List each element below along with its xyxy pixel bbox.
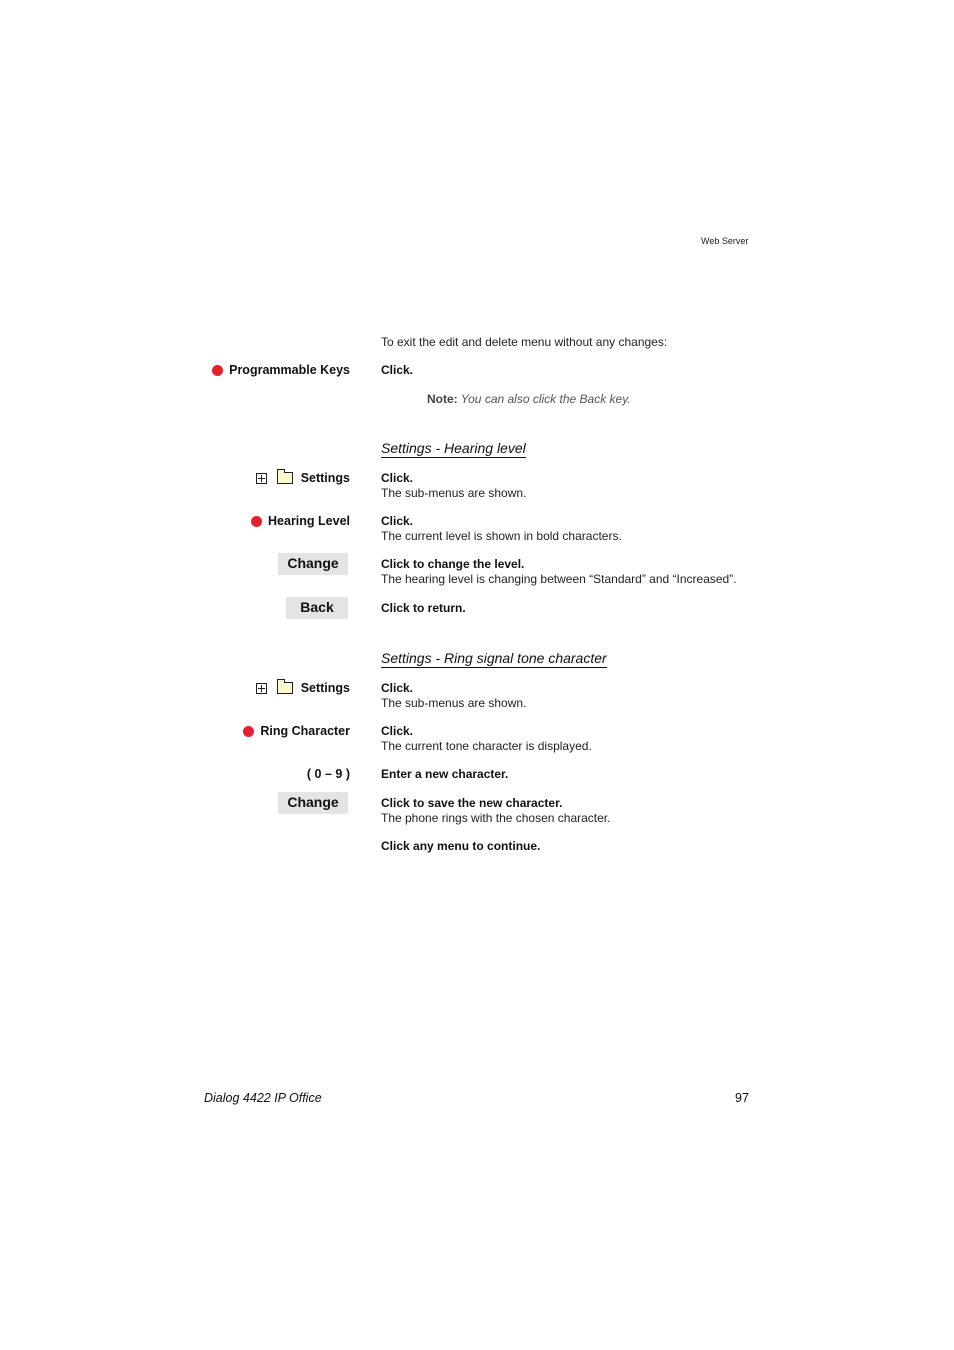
programmable-keys-action: Click. [381, 363, 414, 377]
hearing-section-title: Settings - Hearing level [381, 440, 526, 456]
ring-change-action: Click to save the new character. [381, 796, 563, 810]
hearing-change-desc: The hearing level is changing between “Standard” and “Increased”. [381, 572, 737, 586]
red-dot-icon [212, 365, 223, 376]
red-dot-icon [251, 516, 262, 527]
change-button[interactable]: Change [278, 553, 348, 575]
hearing-settings-item[interactable] [256, 471, 350, 485]
hearing-settings-instruction [381, 471, 526, 501]
hearing-level-action: Click. [381, 514, 414, 528]
hearing-level-instruction [381, 514, 622, 544]
expand-plus-icon[interactable] [256, 473, 267, 484]
note-text: You can also click the Back key. [457, 392, 631, 406]
back-button[interactable]: Back [286, 597, 348, 619]
ring-character-desc: The current tone character is displayed. [381, 739, 592, 753]
intro-text: To exit the edit and delete menu without any changes: [381, 335, 668, 349]
expand-plus-icon[interactable] [256, 683, 267, 694]
ring-character-instruction [381, 724, 592, 754]
ring-character-action: Click. [381, 724, 414, 738]
hearing-level-desc: The current level is shown in bold characters. [381, 529, 622, 543]
ring-change-desc: The phone rings with the chosen character. [381, 811, 611, 825]
programmable-keys-label: Programmable Keys [229, 363, 350, 377]
note-label: Note: [427, 392, 458, 406]
continue-action: Click any menu to continue. [381, 839, 541, 853]
folder-icon [277, 682, 293, 694]
hearing-level-label: Hearing Level [268, 514, 350, 528]
hearing-settings-desc: The sub-menus are shown. [381, 486, 527, 500]
hearing-change-action: Click to change the level. [381, 557, 525, 571]
range-label: ( 0 – 9 ) [306, 767, 350, 781]
hearing-level-item[interactable] [251, 514, 350, 528]
ring-settings-item[interactable] [256, 681, 350, 695]
ring-character-item[interactable] [243, 724, 350, 738]
range-keys-label [307, 767, 350, 781]
hearing-change-instruction [381, 557, 737, 587]
ring-settings-label: Settings [300, 681, 350, 695]
folder-icon [277, 472, 293, 484]
note [427, 392, 631, 406]
ring-section-title: Settings - Ring signal tone character [381, 650, 607, 666]
programmable-keys-item[interactable] [212, 363, 350, 377]
running-header: Web Server [701, 236, 749, 246]
hearing-settings-action: Click. [381, 471, 414, 485]
page-number: 97 [735, 1091, 749, 1105]
footer-title: Dialog 4422 IP Office [204, 1091, 322, 1105]
change-button[interactable]: Change [278, 792, 348, 814]
ring-change-instruction [381, 796, 610, 826]
range-action: Enter a new character. [381, 767, 509, 781]
ring-settings-instruction [381, 681, 526, 711]
ring-settings-action: Click. [381, 681, 414, 695]
hearing-back-action: Click to return. [381, 601, 466, 615]
red-dot-icon [243, 726, 254, 737]
ring-character-label: Ring Character [260, 724, 350, 738]
hearing-settings-label: Settings [300, 471, 350, 485]
ring-settings-desc: The sub-menus are shown. [381, 696, 527, 710]
